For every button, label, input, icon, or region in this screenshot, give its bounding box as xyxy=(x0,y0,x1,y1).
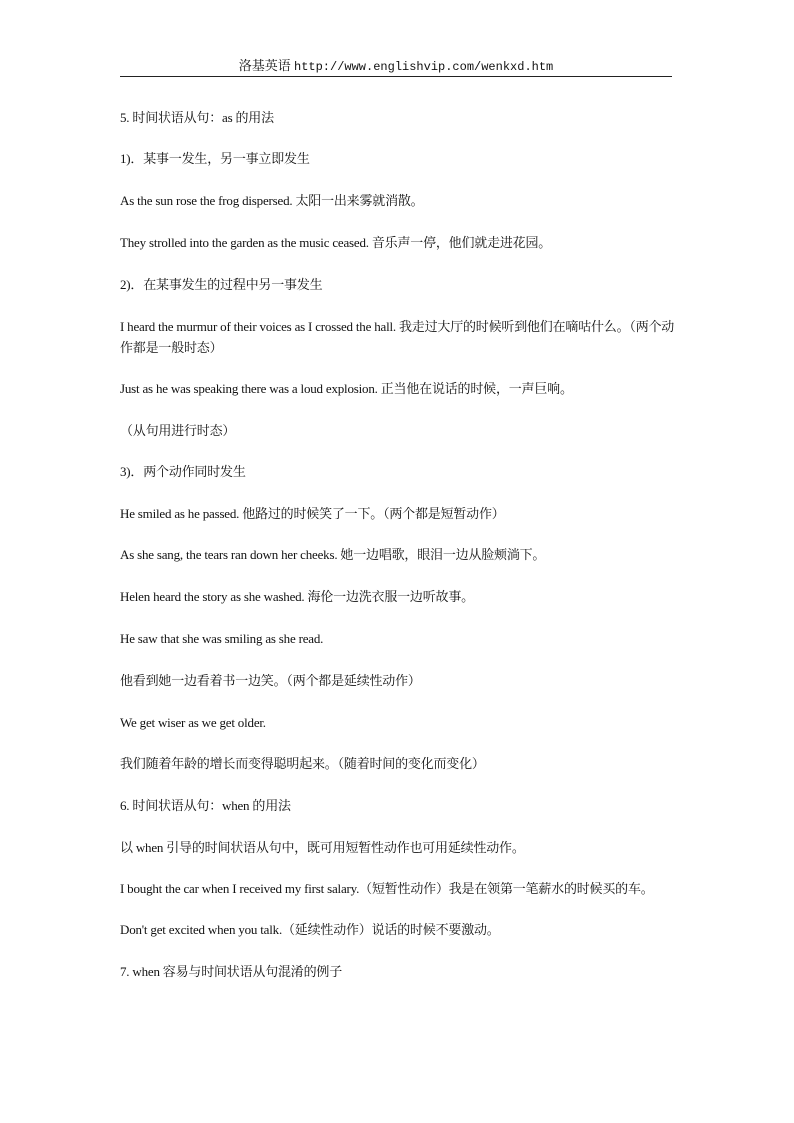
example-sentence: He saw that she was smiling as she read. xyxy=(120,631,324,646)
example-sentence: As she sang, the tears ran down her cheeks. 她一边唱歌，眼泪一边从脸颊淌下。 xyxy=(120,547,546,562)
example-sentence: He smiled as he passed. 他路过的时候笑了一下。（两个都是短暂动作） xyxy=(120,506,505,521)
example-sentence: We get wiser as we get older. xyxy=(120,715,266,730)
subheading-3: 3)．两个动作同时发生 xyxy=(120,464,246,479)
subheading-1: 1)．某事一发生，另一事立即发生 xyxy=(120,151,310,166)
section-heading-when-confusion: 7. when 容易与时间状语从句混淆的例子 xyxy=(120,964,343,979)
header-rule xyxy=(120,76,672,77)
example-sentence: They strolled into the garden as the music ceased. 音乐声一停，他们就走进花园。 xyxy=(120,235,552,250)
example-sentence: I heard the murmur of their voices as I crossed the hall. 我走过大厅的时候听到他们在嘀咕什么。（两个动作都是一般时态） xyxy=(120,319,675,355)
example-sentence: Don't get excited when you talk.（延续性动作）说话的时候不要激动。 xyxy=(120,922,500,937)
example-sentence: Helen heard the story as she washed. 海伦一边洗衣服一边听故事。 xyxy=(120,589,474,604)
note: （从句用进行时态） xyxy=(120,423,236,438)
example-sentence: I bought the car when I received my first salary.（短暂性动作）我是在领第一笔薪水的时候买的车。 xyxy=(120,881,654,896)
header-site-name: 洛基英语 xyxy=(238,58,291,73)
example-translation: 我们随着年龄的增长而变得聪明起来。（随着时间的变化而变化） xyxy=(120,756,485,771)
rule-text: 以 when 引导的时间状语从句中，既可用短暂性动作也可用延续性动作。 xyxy=(120,840,525,855)
document-body xyxy=(120,107,675,982)
example-translation: 他看到她一边看着书一边笑。（两个都是延续性动作） xyxy=(120,673,421,688)
section-heading-when: 6. 时间状语从句：when 的用法 xyxy=(120,798,291,813)
example-sentence: Just as he was speaking there was a loud explosion. 正当他在说话的时候，一声巨响。 xyxy=(120,381,573,396)
section-heading-as: 5. 时间状语从句：as 的用法 xyxy=(120,110,274,125)
page-header xyxy=(120,57,672,76)
header-url[interactable]: http://www.englishvip.com/wenkxd.htm xyxy=(294,60,554,74)
subheading-2: 2)．在某事发生的过程中另一事发生 xyxy=(120,277,323,292)
example-sentence: As the sun rose the frog dispersed. 太阳一出来雾就消散。 xyxy=(120,193,424,208)
